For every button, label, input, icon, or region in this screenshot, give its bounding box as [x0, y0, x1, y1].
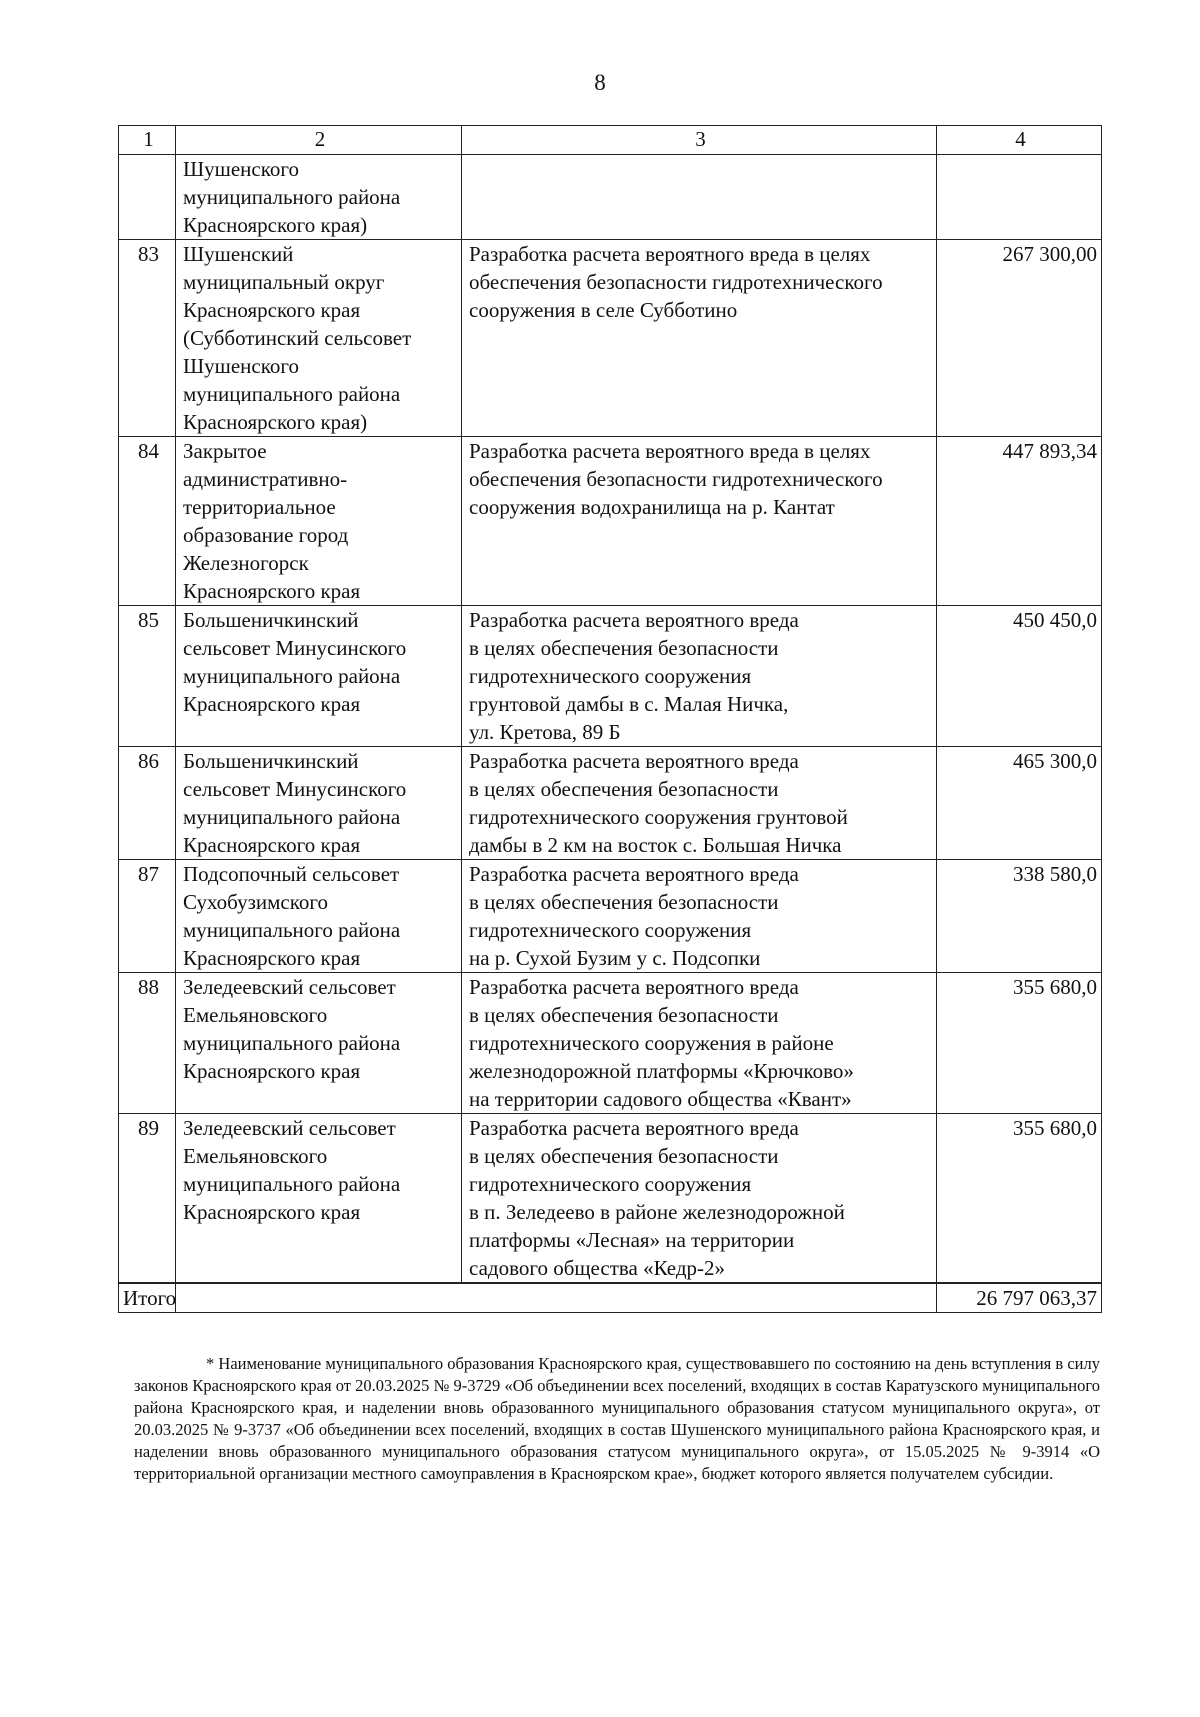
row-number: 85	[119, 606, 176, 747]
municipality-cell: Подсопочный сельсовет Сухобузимского муниципального района Красноярского края	[176, 860, 462, 973]
total-label	[119, 1284, 176, 1313]
purpose-cell: Разработка расчета вероятного вреда в целях обеспечения безопасности гидротехнического сооружения в п. Зеледеево в районе железнодорожной платформы «Лесная» на территории садового общества «Кедр-2»	[462, 1114, 937, 1283]
amount-cell: 355 680,0	[937, 1114, 1102, 1283]
footnote: * Наименование муниципального образования Красноярского края, существовавшего по состоянию на день вступления в силу законов Красноярского края от 20.03.2025 № 9-3729 «Об объединении всех поселений, входящих в состав Каратузского муниципального района Красноярского края, и наделении вновь образованного муниципального образования статусом муниципального округа», от 20.03.2025 № 9-3737 «Об объединении всех поселений, входящих в состав Шушенского муниципального района Красноярского края, и наделении вновь образованного муниципального образования статусом муниципального округа», от 15.05.2025 № 9-3914 «О территориальной организации местного самоуправления в Красноярском крае», бюджет которого является получателем субсидии.	[134, 1354, 1100, 1483]
row-number: 84	[119, 437, 176, 606]
column-header-4: 4	[937, 126, 1102, 155]
row-number: 83	[119, 240, 176, 437]
purpose-cell: Разработка расчета вероятного вреда в целях обеспечения безопасности гидротехнического сооружения на р. Сухой Бузим у с. Подсопки	[462, 860, 937, 973]
municipality-cell: Большеничкинский сельсовет Минусинского муниципального района Красноярского края	[176, 747, 462, 860]
purpose-cell: Разработка расчета вероятного вреда в целях обеспечения безопасности гидротехнического сооружения водохранилища на р. Кантат	[462, 437, 937, 606]
table-row	[119, 606, 1102, 747]
row-number	[119, 155, 176, 240]
table-row	[119, 155, 1102, 240]
purpose-cell	[462, 155, 937, 240]
row-number: 87	[119, 860, 176, 973]
column-header-3: 3	[462, 126, 937, 155]
purpose-cell: Разработка расчета вероятного вреда в целях обеспечения безопасности гидротехнического сооружения в селе Субботино	[462, 240, 937, 437]
total-amount: 26 797 063,37	[937, 1284, 1102, 1313]
municipality-cell: Большеничкинский сельсовет Минусинского муниципального района Красноярского края	[176, 606, 462, 747]
table-row	[119, 437, 1102, 606]
purpose-cell: Разработка расчета вероятного вреда в целях обеспечения безопасности гидротехнического сооружения грунтовой дамбы в с. Малая Ничка, ул. Кретова, 89 Б	[462, 606, 937, 747]
table-body	[119, 155, 1102, 1313]
page-number: 8	[594, 70, 606, 95]
municipality-cell: Зеледеевский сельсовет Емельяновского муниципального района Красноярского края	[176, 1114, 462, 1283]
amount-cell	[937, 155, 1102, 240]
amount-cell: 450 450,0	[937, 606, 1102, 747]
row-number: 88	[119, 973, 176, 1114]
row-number: 86	[119, 747, 176, 860]
total-empty-cell	[176, 1284, 937, 1313]
purpose-cell: Разработка расчета вероятного вреда в целях обеспечения безопасности гидротехнического сооружения в районе железнодорожной платформы «Крючково» на территории садового общества «Квант»	[462, 973, 937, 1114]
table-row	[119, 240, 1102, 437]
amount-cell: 465 300,0	[937, 747, 1102, 860]
amount-cell: 447 893,34	[937, 437, 1102, 606]
municipality-cell: Закрытое административно- территориальное образование город Железногорск Красноярского края	[176, 437, 462, 606]
purpose-cell: Разработка расчета вероятного вреда в целях обеспечения безопасности гидротехнического сооружения грунтовой дамбы в 2 км на восток с. Большая Ничка	[462, 747, 937, 860]
total-label-text: Итого	[123, 1286, 177, 1310]
amount-cell: 338 580,0	[937, 860, 1102, 973]
column-header-1: 1	[119, 126, 176, 155]
row-number: 89	[119, 1114, 176, 1283]
table-row	[119, 973, 1102, 1114]
table-row	[119, 1114, 1102, 1283]
table-row	[119, 860, 1102, 973]
subsidy-table	[118, 125, 1102, 1313]
municipality-cell: Зеледеевский сельсовет Емельяновского муниципального района Красноярского края	[176, 973, 462, 1114]
table-header-row	[119, 126, 1102, 155]
municipality-cell: Шушенский муниципальный округ Красноярского края (Субботинский сельсовет Шушенского муниципального района Красноярского края)	[176, 240, 462, 437]
municipality-cell: Шушенского муниципального района Красноярского края)	[176, 155, 462, 240]
amount-cell: 355 680,0	[937, 973, 1102, 1114]
total-row	[119, 1284, 1102, 1313]
table-row	[119, 747, 1102, 860]
amount-cell: 267 300,00	[937, 240, 1102, 437]
column-header-2: 2	[176, 126, 462, 155]
